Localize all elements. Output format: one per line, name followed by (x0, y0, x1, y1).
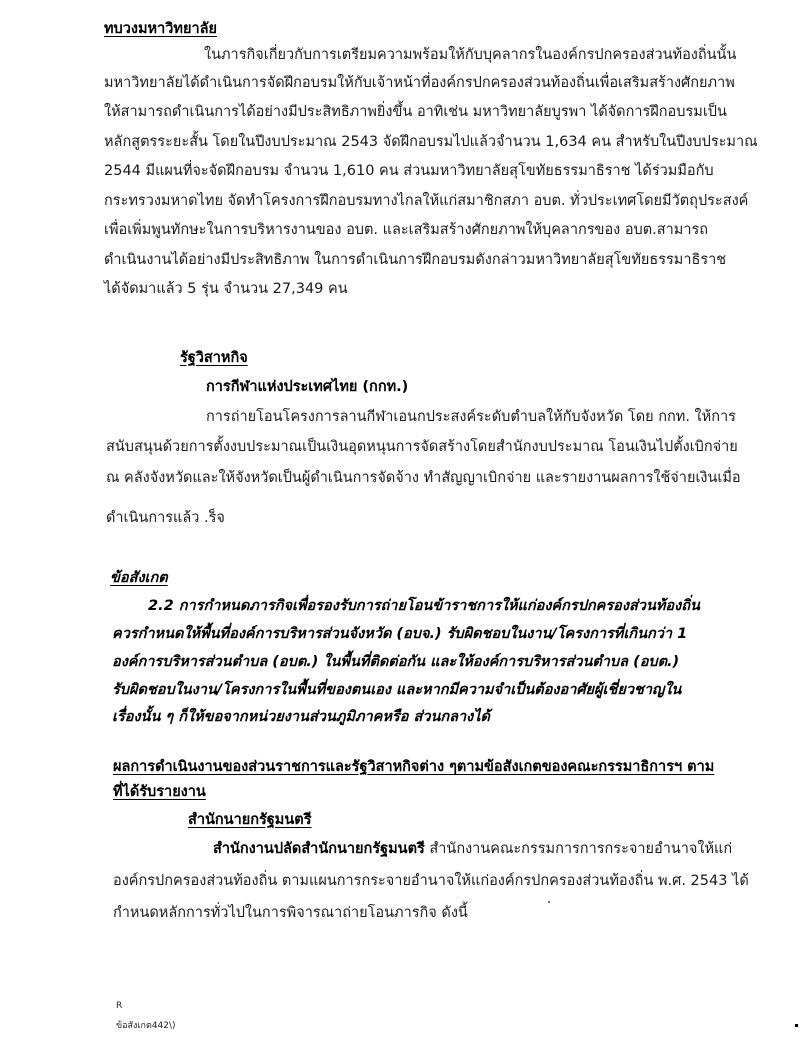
paragraph-lead (213, 840, 732, 858)
observation-line: เรื่องนั้น ๆ ก็ให้ขอจากหน่วยงานส่วนภูมิภาคหรือ ส่วนกลางได้ (112, 709, 490, 725)
observation-line: องค์การบริหารส่วนตำบล (อบต.) ในพื้นที่ติดต่อกัน และให้องค์การบริหารส่วนตำบล (อบต.) (112, 654, 680, 670)
scan-speck (795, 1024, 798, 1027)
footer-mark: R (116, 1001, 123, 1011)
subheading-prime-minister-office: สำนักนายกรัฐมนตรี (188, 812, 312, 828)
paragraph-line: สนับสนุนด้วยการตั้งงบประมาณเป็นเงินอุดหนุนการจัดสร้างโดยสำนักงบประมาณ โอนเงินไปตั้งเบิกจ่าย (106, 439, 738, 455)
paragraph-line: หลักสูตรระยะสั้น โดยในปีงบประมาณ 2543 จัดฝึกอบรมไปแล้วจำนวน 1,634 คน สำหรับในปีงบประมาณ (104, 134, 758, 150)
footer-file-label: ข้อสังเกต442\) (116, 1021, 176, 1031)
lead-text: สำนักงานคณะกรรมการการกระจายอำนาจให้แก่ (424, 841, 733, 857)
observation-line: 2.2 การกำหนดภารกิจเพื่อรองรับการถ่ายโอนข้าราชการให้แก่องค์กรปกครองส่วนท้องถิ่น (148, 598, 700, 614)
paragraph-line: ในภารกิจเกี่ยวกับการเตรียมความพร้อมให้กับบุคลากรในองค์กรปกครองส่วนท้องถิ่นนั้น (204, 47, 737, 63)
observation-line: ควรกำหนดให้พื้นที่องค์การบริหารส่วนจังหวัด (อบจ.) รับผิดชอบในงาน/โครงการที่เกินกว่า 1 (112, 626, 688, 642)
paragraph-line: องค์กรปกครองส่วนท้องถิ่น ตามแผนการกระจายอำนาจให้แก่องค์กรปกครองส่วนท้องถิ่น พ.ศ. 2543 ได้ (113, 873, 749, 889)
section-heading-observation: ข้อสังเกต (110, 570, 168, 586)
office-name: สำนักงานปลัดสำนักนายกรัฐมนตรี (213, 841, 425, 857)
paragraph-line: ได้จัดมาแล้ว 5 รุ่น จำนวน 27,349 คน (104, 281, 348, 297)
section-heading-university-ministry: ทบวงมหาวิทยาลัย (104, 21, 217, 37)
subheading-sports-authority: การกีฬาแห่งประเทศไทย (กกท.) (206, 379, 409, 395)
paragraph-line: 2544 มีแผนที่จะจัดฝึกอบรม จำนวน 1,610 คน ส่วนมหาวิทยาลัยสุโขทัยธรรมาธิราช ได้ร่วมมือกับ (104, 163, 714, 179)
paragraph-line: ณ คลังจังหวัดและให้จังหวัดเป็นผู้ดำเนินการจัดจ้าง ทำสัญญาเบิกจ่าย และรายงานผลการใช้จ่ายเงินเมื่อ (106, 470, 741, 486)
section-heading-state-enterprise: รัฐวิสาหกิจ (180, 350, 248, 366)
paragraph-line: กำหนดหลักการทั่วไปในการพิจารณาถ่ายโอนภารกิจ ดังนี้ (113, 905, 468, 921)
paragraph-line: ให้สามารถดำเนินการได้อย่างมีประสิทธิภาพยิ่งขึ้น อาทิเช่น มหาวิทยาลัยบูรพา ได้จัดการฝึกอบรมเป็น (104, 104, 727, 120)
paragraph-line: การถ่ายโอนโครงการลานกีฬาเอนกประสงค์ระดับตำบลให้กับจังหวัด โดย กกท. ให้การ (206, 409, 736, 425)
section-heading-results: ผลการดำเนินงานของส่วนราชการและรัฐวิสาหกิจต่าง ๆตามข้อสังเกตของคณะกรรมาธิการฯ ตาม (113, 759, 715, 775)
paragraph-line: ดำเนินการแล้ว .ร็จ (106, 510, 225, 526)
paragraph-line: กระทรวงมหาดไทย จัดทำโครงการฝึกอบรมทางไกลให้แก่สมาชิกสภา อบต. ทั่วประเทศโดยมีวัตถุประสงค์ (104, 193, 749, 209)
scan-speck (548, 901, 550, 903)
paragraph-line: เพื่อเพิ่มพูนทักษะในการบริหารงานของ อบต. และเสริมสร้างศักยภาพให้บุคลากรของ อบต.สามารถ (104, 222, 709, 238)
section-heading-results-cont: ที่ได้รับรายงาน (113, 784, 206, 800)
paragraph-line: ดำเนินงานได้อย่างมีประสิทธิภาพ ในการดำเนินการฝึกอบรมดังกล่าวมหาวิทยาลัยสุโขทัยธรรมาธิราช (104, 252, 727, 268)
observation-line: รับผิดชอบในงาน/โครงการในพื้นที่ของตนเอง และหากมีความจำเป็นต้องอาศัยผู้เชี่ยวชาญใน (112, 682, 682, 698)
paragraph-line: มหาวิทยาลัยได้ดำเนินการจัดฝึกอบรมให้กับเจ้าหน้าที่องค์กรปกครองส่วนท้องถิ่นเพื่อเสริมสร้างศักยภาพ (104, 75, 735, 91)
